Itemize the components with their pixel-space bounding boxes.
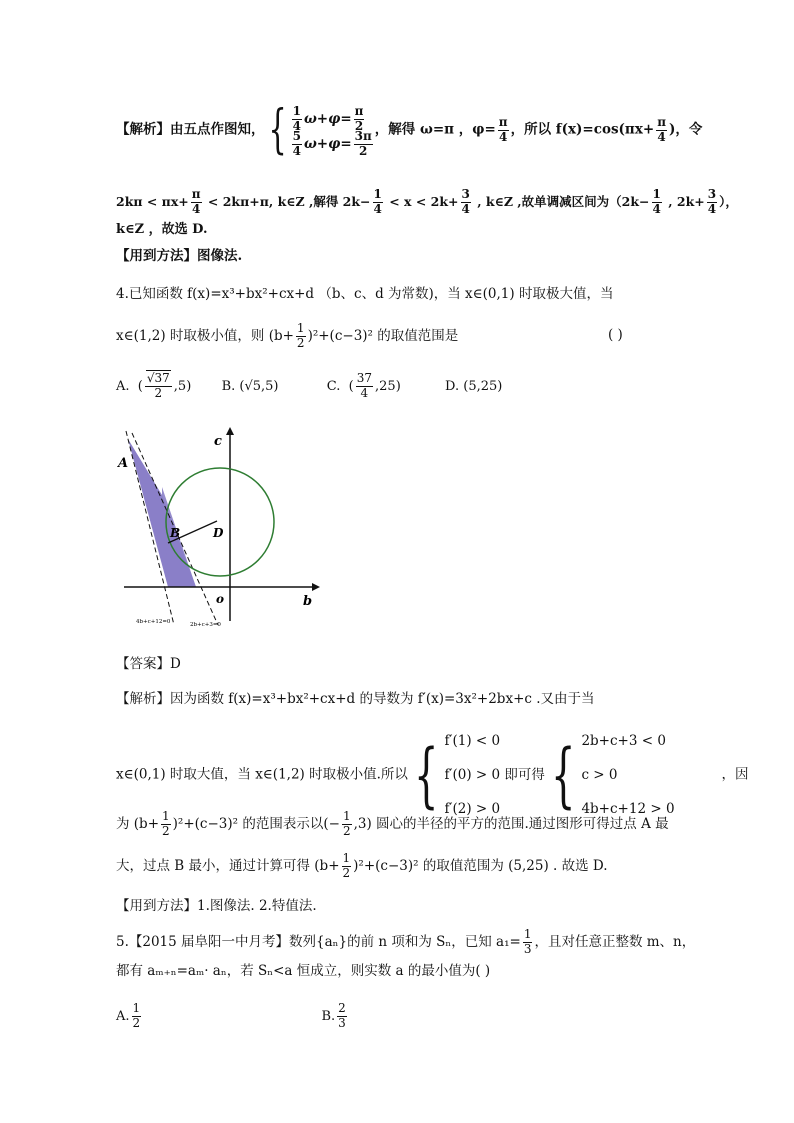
label-c: c bbox=[214, 434, 222, 449]
q5-line-2: 都有 aₘ₊ₙ=aₘ· aₙ，若 Sₙ<a 恒成立，则实数 a 的最小值为( ) bbox=[116, 963, 491, 979]
method-line-1: 【用到方法】图像法. bbox=[116, 248, 243, 264]
system-brace: { bbox=[267, 100, 287, 160]
solution-line-1 bbox=[116, 100, 703, 160]
option-a[interactable]: A. ( $\frac{√37}{2}$ ,5) bbox=[116, 371, 192, 400]
frac-1-3: $\frac{1}{3}$ bbox=[523, 927, 532, 956]
frac-pi-4c: $\frac{\pi}{4}$ bbox=[191, 187, 201, 216]
explain-line-4: 大，过点 B 最小，通过计算可得 (b+ $\frac{1}{2}$ )²+(c−3)² 的取值范围为 (5,25) . 故选 D. bbox=[116, 851, 608, 880]
so-text: ，所以 f(x)=cos(πx+ bbox=[510, 121, 655, 138]
label-b: b bbox=[303, 594, 313, 609]
label-A: A bbox=[118, 456, 129, 471]
circle-d bbox=[166, 468, 274, 576]
q4-line-1: 4.已知函数 f(x)=x³+bx²+cx+d （b、c、d 为常数)，当 x∈(0,1) 时取极大值，当 bbox=[116, 286, 614, 302]
q4-options bbox=[116, 372, 502, 401]
q5-option-b[interactable]: B. $\frac{2}{3}$ bbox=[321, 1001, 346, 1030]
answer-line: 【答案】D bbox=[116, 656, 181, 672]
frac-pi-4b: $\frac{\pi}{4}$ bbox=[657, 114, 666, 144]
derivative-system: f′(1) < 0 f′(0) > 0 即可得 f′(2) > 0 bbox=[444, 733, 545, 817]
feasible-region-figure bbox=[110, 425, 320, 635]
q4-answer-paren: ( ) bbox=[608, 327, 623, 343]
option-d[interactable]: D. (5,25) bbox=[445, 378, 503, 394]
frac-half: $\frac{1}{2}$ bbox=[296, 321, 305, 350]
solve-text: ，解得 ω=π ，φ= bbox=[374, 121, 496, 138]
solution-line-3: k∈Z ，故选 D. bbox=[116, 222, 208, 237]
explain-line-3: 为 (b+ $\frac{1}{2}$ )²+(c−3)² 的范围表示以(− $\frac{1}{2}$ ,3) 圆心的半径的平方的范围.通过图形可得过点 A 最 bbox=[116, 809, 669, 838]
frac-pi-4: $\frac{\pi}{4}$ bbox=[498, 114, 508, 144]
five-point-system: $\frac{1}{4}$ ω+φ= $\frac{\pi}{2}$ $\frac{5}{4}$ ω+φ= $\frac{3\pi}{2}$ bbox=[292, 104, 372, 158]
label-o: o bbox=[216, 592, 225, 606]
frac-pi-2: $\frac{\pi}{2}$ bbox=[354, 104, 364, 133]
q5-line-1: 5.【2015 届阜阳一中月考】数列{aₙ}的前 n 项和为 Sₙ，已知 a₁= $\frac{1}{3}$ ，且对任意正整数 m、n， bbox=[116, 927, 696, 956]
frac-3pi-2: $\frac{3\pi}{2}$ bbox=[354, 129, 372, 158]
end-text: )，令 bbox=[668, 121, 703, 138]
q4-line-2: x∈(1,2) 时取极小值，则 (b+ $\frac{1}{2}$ )²+(c−3)² 的取值范围是 bbox=[116, 321, 459, 350]
label-D: D bbox=[213, 526, 224, 540]
explain-line-2: x∈(0,1) 时取大值，当 x∈(1,2) 时取极小值.所以{ f′(1) < 0 f′(0) > 0 即可得 f′(2) > 0 { 2b+c+3 < 0 c > 0 4b+c+12 > 0 ，因 bbox=[116, 724, 748, 826]
q5-options bbox=[116, 1002, 349, 1031]
method-line-2: 【用到方法】1.图像法. 2.特值法. bbox=[116, 898, 317, 914]
label-B: B bbox=[170, 526, 181, 540]
inequality-system: 2b+c+3 < 0 c > 0 4b+c+12 > 0 bbox=[581, 733, 675, 817]
solution-line-2: 2kπ < πx+ $\frac{\pi}{4}$ < 2kπ+π, k∈Z ,解得 2k− $\frac{1}{4}$ < x < 2k+ $\frac{3}{4}$ , k∈Z ,故单调减区间为（2k− $\frac{1}{4}$ , 2k+ $\frac{3}{4}$ ）， bbox=[116, 187, 738, 216]
line1-label: 4b+c+12=0 bbox=[136, 619, 171, 625]
frac-5-4: $\frac{5}{4}$ bbox=[292, 129, 301, 158]
frac-1-4: $\frac{1}{4}$ bbox=[292, 104, 301, 133]
b-axis-arrow bbox=[312, 583, 320, 591]
option-c[interactable]: C. ( $\frac{37}{4}$ ,25) bbox=[326, 371, 401, 400]
c-axis-arrow bbox=[226, 427, 234, 435]
solution-lead: 【解析】由五点作图知， bbox=[116, 121, 265, 138]
explain-line-1: 【解析】因为函数 f(x)=x³+bx²+cx+d 的导数为 f′(x)=3x²+2bx+c .又由于当 bbox=[116, 691, 595, 707]
line2-label: 2b+c+3=0 bbox=[190, 622, 221, 628]
q5-option-a[interactable]: A. $\frac{1}{2}$ bbox=[116, 1001, 141, 1030]
option-b[interactable]: B. (√5,5) bbox=[221, 378, 279, 394]
